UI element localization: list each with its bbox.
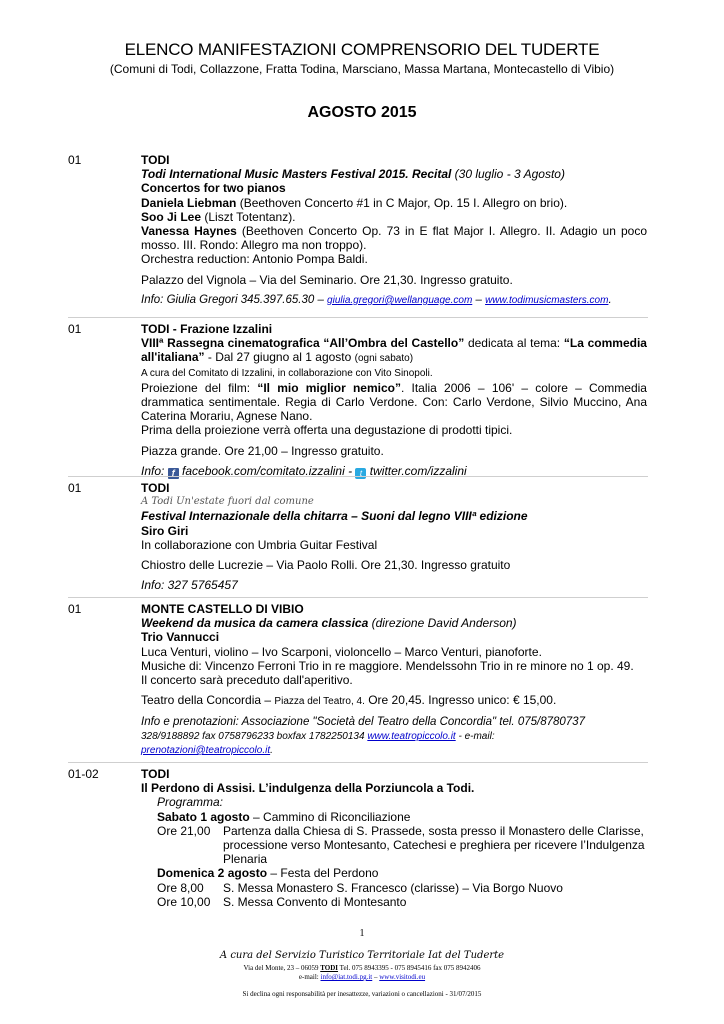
event-body	[141, 602, 647, 758]
event-venue: Piazza grande. Ore 21,00 – Ingresso gratuito.	[141, 443, 384, 458]
performer-name: Daniela Liebman	[141, 195, 237, 210]
twitter-icon: t	[355, 468, 366, 479]
event-dates: (30 luglio - 3 Agosto)	[451, 167, 565, 182]
event-date: 01	[68, 481, 82, 495]
event-subtitle: Concertos for two pianos	[141, 181, 286, 196]
divider	[68, 476, 648, 477]
event-performers: Luca Venturi, violino – Ivo Scarponi, violoncello – Marco Venturi, pianoforte.	[141, 644, 542, 659]
program-description: S. Messa Monastero S. Francesco (clarisse) – Via Borgo Nuovo	[223, 880, 563, 895]
event-organizer: A cura del Comitato di Izzalini, in collaborazione con Vito Sinopoli.	[141, 367, 433, 379]
event-venue-time: Ore 20,45. Ingresso unico: € 15,00.	[364, 693, 557, 708]
event-venue: Chiostro delle Lucrezie – Via Paolo Rolli. Ore 21,30. Ingresso gratuito	[141, 558, 511, 573]
event-info-email-label: - e-mail:	[455, 730, 495, 742]
document-title: ELENCO MANIFESTAZIONI COMPRENSORIO DEL TUDERTE	[124, 40, 600, 59]
website-link[interactable]: www.todimusicmasters.com	[485, 294, 609, 306]
footer-email-label: e-mail:	[298, 973, 321, 981]
program-day-title: – Festa del Perdono	[267, 866, 379, 881]
event-place: TODI	[141, 767, 170, 781]
email-link[interactable]: giulia.gregori@wellanguage.com	[327, 294, 473, 306]
event-venue-address: Piazza del Teatro, 4.	[274, 696, 365, 708]
footer-contacts	[0, 973, 724, 981]
program-day: Sabato 1 agosto	[157, 809, 250, 824]
event-title: Festival Internazionale della chitarra – Suoni dal legno VIIIª edizione	[141, 509, 528, 524]
performer-name: Trio Vannucci	[141, 630, 220, 645]
divider	[68, 317, 648, 318]
event-place: TODI	[141, 153, 170, 167]
divider	[68, 597, 648, 598]
performer-program: (Beethoven Concerto #1 in C Major, Op. 15 I. Allegro on brio).	[236, 195, 568, 210]
event-date: 01	[68, 322, 82, 336]
event-title: VIIIª Rassegna cinematografica “All’Ombra del Castello”	[141, 336, 465, 351]
event-place: TODI - Frazione Izzalini	[141, 322, 273, 336]
page-number: 1	[359, 928, 365, 939]
performer-name: Vanessa Haynes	[141, 224, 237, 239]
program-row	[157, 895, 647, 909]
footer-address	[0, 964, 724, 972]
footer-website-link[interactable]: www.visitodi.eu	[379, 973, 426, 981]
info-end: .	[608, 293, 612, 306]
event-frequency: (ogni sabato)	[354, 353, 414, 365]
program-block	[141, 795, 647, 909]
program-time: Ore 8,00	[157, 880, 204, 895]
performer-program: (Beethoven Concerto Op. 73 in E flat Major I. Allegro. II. Adagio un poco mosso. III. Rondo: Allegro ma non troppo).	[141, 224, 647, 253]
film-label: Proiezione del film:	[141, 380, 258, 395]
event-info: Info e prenotazioni: Associazione "Società del Teatro della Concordia" tel. 075/8780737	[141, 716, 585, 729]
film-details: . Italia 2006 – 106' – colore – Commedia drammatica sentimentale. Regia di Carlo Verdone. Con: Carlo Verdone, Silvio Muccino, Ana Caterina Morariu, Agnese Nano.	[141, 380, 647, 424]
email-link[interactable]: prenotazioni@teatropiccolo.it	[141, 744, 271, 756]
event-body	[141, 153, 647, 308]
footer-disclaimer: Si declina ogni responsabilità per inesattezze, variazioni o cancellazioni - 31/07/2015	[242, 990, 482, 998]
event-program: Musiche di: Vincenzo Ferroni Trio in re maggiore. Mendelssohn Trio in re minore no 1 op. 49.	[141, 658, 634, 673]
performer-name: Soo Ji Lee	[141, 209, 202, 224]
event-info: Info: Giulia Gregori 345.397.65.30 –	[141, 293, 328, 306]
event-body	[141, 481, 647, 592]
event-title: Il Perdono di Assisi. L’indulgenza della Porziuncola a Todi.	[141, 781, 475, 796]
event-place: TODI	[141, 481, 170, 495]
performer-name: Siro Giri	[141, 523, 189, 538]
event-title: Weekend da musica da camera classica	[141, 616, 369, 631]
program-time: Ore 21,00	[157, 823, 211, 838]
event-date: 01-02	[68, 767, 99, 781]
program-row	[157, 824, 647, 867]
divider	[68, 762, 648, 763]
event-director: (direzione David Anderson)	[368, 616, 517, 631]
event-date: 01	[68, 153, 82, 167]
twitter-link[interactable]: twitter.com/izzalini	[366, 463, 467, 478]
facebook-link[interactable]: facebook.com/comitato.izzalini -	[178, 463, 356, 478]
event-title-connector: dedicata al tema:	[464, 336, 564, 351]
facebook-icon: f	[168, 468, 179, 479]
event-place: MONTE CASTELLO DI VIBIO	[141, 602, 304, 616]
footer-separator: –	[372, 973, 380, 981]
program-description: S. Messa Convento di Montesanto	[223, 894, 407, 909]
website-link[interactable]: www.teatropiccolo.it	[367, 730, 456, 742]
event-info: Info: 327 5765457	[141, 578, 238, 593]
event-note: In collaborazione con Umbria Guitar Festival	[141, 537, 378, 552]
event-note: Il concerto sarà preceduto dall'aperitivo.	[141, 673, 353, 688]
event-note: Orchestra reduction: Antonio Pompa Baldi.	[141, 252, 368, 267]
program-day-title: – Cammino di Riconciliazione	[249, 809, 411, 824]
event-note: Prima della proiezione verrà offerta una degustazione di prodotti tipici.	[141, 423, 513, 438]
document-subtitle: (Comuni di Todi, Collazzone, Fratta Todina, Marsciano, Massa Martana, Montecastello di Vibio)	[109, 62, 615, 76]
program-description: Partenza dalla Chiesa di S. Prassede, sosta presso il Monastero delle Clarisse, processione verso Montesanto, Catechesi e preghiera per ricevere l’Indulgenza Plenaria	[223, 823, 645, 867]
event-body	[141, 322, 647, 479]
event-theme: “La commedia all'italiana”	[141, 336, 647, 365]
event-title: Todi International Music Masters Festival 2015. Recital	[141, 167, 452, 182]
event-info-contacts: 328/9188892 fax 0758796233 boxfax 1782250134	[141, 730, 368, 742]
footer-city: TODI	[320, 964, 339, 972]
footer-email-link[interactable]: info@iat.todi.pg.it	[320, 973, 373, 981]
performer-program: (Liszt Totentanz).	[201, 209, 296, 224]
program-time: Ore 10,00	[157, 894, 211, 909]
program-day: Domenica 2 agosto	[157, 866, 268, 881]
event-venue: Palazzo del Vignola – Via del Seminario. Ore 21,30. Ingresso gratuito.	[141, 272, 513, 287]
program-label: Programma:	[157, 795, 224, 810]
event-body	[141, 767, 647, 909]
program-row	[157, 881, 647, 895]
info-end: .	[270, 744, 273, 756]
footer-phones: Tel. 075 8943395 - 075 8945416 fax 075 8942406	[338, 964, 481, 972]
event-tagline: A Todi Un'estate fuori dal comune	[141, 496, 314, 508]
footer-credit: A cura del Servizio Turistico Territoriale Iat del Tuderte	[219, 950, 505, 961]
event-dates: - Dal 27 giugno al 1 agosto	[204, 350, 355, 365]
info-separator: –	[472, 293, 486, 306]
month-heading: AGOSTO 2015	[307, 104, 417, 121]
event-info: Info:	[141, 463, 168, 478]
film-title: “Il mio miglior nemico”	[257, 380, 401, 395]
footer-street: Via del Monte, 23 – 06059	[243, 964, 321, 972]
event-venue: Teatro della Concordia –	[141, 693, 275, 708]
event-date: 01	[68, 602, 82, 616]
